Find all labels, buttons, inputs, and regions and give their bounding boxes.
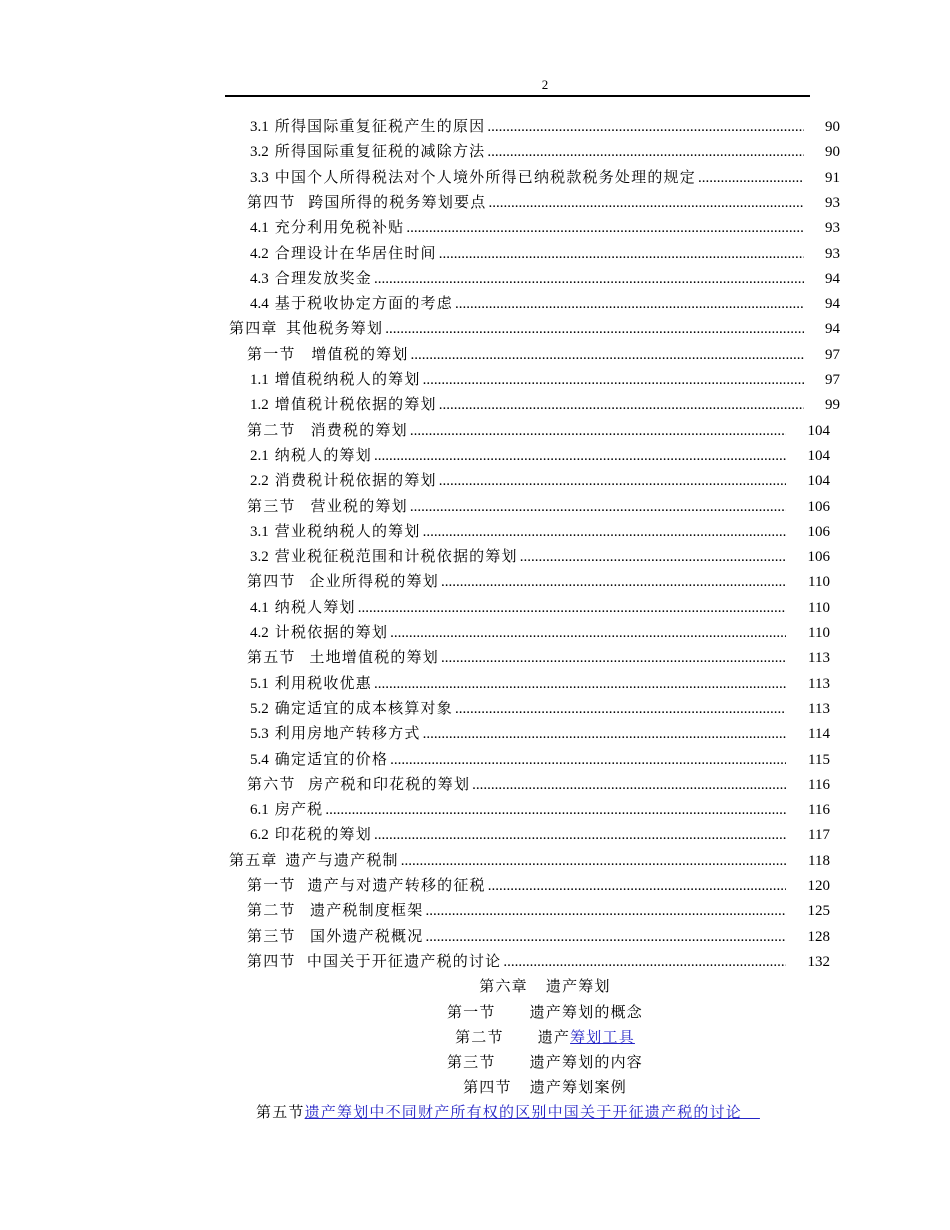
toc-entry[interactable] xyxy=(250,799,830,819)
toc-leader xyxy=(374,271,804,288)
toc-prefix: 第三节 xyxy=(247,927,296,945)
toc-prefix: 第五节 xyxy=(256,1103,305,1121)
toc-number: 5.3 xyxy=(250,726,269,742)
toc-number: 6.2 xyxy=(250,827,269,843)
toc-link[interactable]: 遗产筹划中不同财产所有权的区别中国关于开征遗产税的讨论 xyxy=(304,1103,743,1121)
toc-page-number: 115 xyxy=(808,752,830,768)
toc-title: 遗产筹划 xyxy=(545,977,611,995)
toc-leader xyxy=(358,600,786,617)
toc-page-number: 116 xyxy=(808,802,830,818)
toc-page-number: 104 xyxy=(807,448,830,464)
toc-page-number: 94 xyxy=(825,296,840,312)
toc-title: 跨国所得的税务筹划要点 xyxy=(308,193,487,211)
toc-prefix: 第六章 xyxy=(479,977,528,995)
toc-title: 营业税的筹划 xyxy=(310,497,408,515)
toc-leader xyxy=(374,827,786,844)
toc-number: 1.1 xyxy=(250,372,269,388)
toc-leader xyxy=(385,321,804,338)
toc-leader xyxy=(423,524,786,541)
toc-title: 遗产与遗产税制 xyxy=(285,851,399,869)
toc-title: 房产税和印花税的筹划 xyxy=(308,775,471,793)
toc-page-number: 116 xyxy=(808,777,830,793)
toc-leader xyxy=(425,929,786,946)
toc-chapter6[interactable] xyxy=(0,975,950,996)
toc-number: 4.1 xyxy=(250,220,269,236)
toc-page-number: 120 xyxy=(807,878,830,894)
toc-entry[interactable] xyxy=(250,445,830,465)
toc-number: 6.1 xyxy=(250,802,269,818)
toc-number: 3.1 xyxy=(250,524,269,540)
toc-page-number: 106 xyxy=(807,524,830,540)
toc-page-number: 118 xyxy=(808,853,830,869)
toc-title: 合理设计在华居住时间 xyxy=(274,244,437,262)
toc-number: 5.4 xyxy=(250,752,269,768)
page-number: 2 xyxy=(541,77,549,92)
toc-leader xyxy=(406,220,804,237)
toc-entry[interactable] xyxy=(247,647,830,667)
toc-entry[interactable] xyxy=(247,900,830,920)
toc-title: 计税依据的筹划 xyxy=(274,623,389,641)
toc-leader xyxy=(520,549,786,566)
toc-prefix: 第四节 xyxy=(247,952,296,970)
toc-title: 中国个人所得税法对个人境外所得已纳税款税务处理的规定 xyxy=(274,168,696,186)
toc-page-number: 93 xyxy=(825,195,840,211)
toc-number: 3.2 xyxy=(250,144,269,160)
toc-entry[interactable] xyxy=(247,496,830,516)
toc-page-number: 113 xyxy=(808,650,830,666)
toc-entry[interactable] xyxy=(250,749,830,769)
toc-page-number: 125 xyxy=(807,903,830,919)
toc-title: 土地增值税的筹划 xyxy=(309,648,440,666)
toc-leader xyxy=(488,878,786,895)
toc-leader xyxy=(441,574,786,591)
toc-ch6-sec1[interactable] xyxy=(0,1001,950,1022)
toc-entry[interactable] xyxy=(250,167,840,187)
toc-number: 3.3 xyxy=(250,170,269,186)
toc-title: 消费税计税依据的筹划 xyxy=(274,471,437,489)
toc-leader xyxy=(441,650,786,667)
toc-page-number: 90 xyxy=(825,144,840,160)
toc-prefix: 第四章 xyxy=(229,319,278,337)
toc-leader xyxy=(374,676,786,693)
toc-number: 4.4 xyxy=(250,296,269,312)
toc-title: 合理发放奖金 xyxy=(274,269,372,287)
toc-number: 4.2 xyxy=(250,246,269,262)
toc-title: 确定适宜的价格 xyxy=(274,750,389,768)
toc-leader xyxy=(439,246,804,263)
toc-leader xyxy=(439,397,804,414)
toc-ch6-sec5[interactable] xyxy=(256,1101,760,1122)
toc-leader xyxy=(439,473,786,490)
toc-title: 遗产税制度框架 xyxy=(310,901,424,919)
toc-number: 4.1 xyxy=(250,600,269,616)
header-rule xyxy=(225,95,810,97)
toc-entry[interactable] xyxy=(250,470,830,490)
toc-title: 国外遗产税概况 xyxy=(310,927,424,945)
toc-entry[interactable] xyxy=(247,951,830,971)
toc-prefix: 第六节 xyxy=(247,775,296,793)
toc-prefix: 第四节 xyxy=(463,1078,512,1096)
toc-title: 所得国际重复征税产生的原因 xyxy=(274,117,486,135)
toc-page-number: 93 xyxy=(825,246,840,262)
toc-page-number: 106 xyxy=(807,499,830,515)
toc-leader xyxy=(423,372,804,389)
toc-title: 营业税征税范围和计税依据的筹划 xyxy=(274,547,518,565)
toc-title: 中国关于开征遗产税的讨论 xyxy=(306,952,502,970)
toc-page-number: 110 xyxy=(808,625,830,641)
toc-entry[interactable] xyxy=(250,243,840,263)
toc-page-number: 94 xyxy=(825,271,840,287)
toc-entry[interactable] xyxy=(229,850,830,870)
toc-entry[interactable] xyxy=(250,268,840,288)
toc-leader xyxy=(698,170,804,187)
toc-prefix: 第二节 xyxy=(455,1028,504,1046)
toc-leader xyxy=(455,296,804,313)
toc-entry[interactable] xyxy=(250,116,840,136)
toc-entry[interactable] xyxy=(250,723,830,743)
toc-page-number: 117 xyxy=(808,827,830,843)
toc-leader xyxy=(487,144,804,161)
toc-title: 利用税收优惠 xyxy=(274,674,372,692)
toc-entry[interactable] xyxy=(247,774,830,794)
toc-page-number: 113 xyxy=(808,701,830,717)
toc-page-number: 113 xyxy=(808,676,830,692)
toc-number: 5.1 xyxy=(250,676,269,692)
toc-page-number: 94 xyxy=(825,321,840,337)
toc-ch6-sec2[interactable] xyxy=(0,1026,950,1047)
toc-prefix: 第四节 xyxy=(247,572,296,590)
toc-page-number: 97 xyxy=(825,347,840,363)
toc-title: 充分利用免税补贴 xyxy=(274,218,405,236)
toc-title: 基于税收协定方面的考虑 xyxy=(274,294,453,312)
toc-entry[interactable] xyxy=(250,824,830,844)
toc-prefix: 第三节 xyxy=(446,1053,496,1071)
toc-entry[interactable] xyxy=(247,344,840,364)
toc-link-trail xyxy=(742,1103,760,1121)
toc-leader xyxy=(411,347,804,364)
toc-number: 2.1 xyxy=(250,448,269,464)
toc-entry[interactable] xyxy=(250,698,830,718)
toc-number: 3.1 xyxy=(250,119,269,135)
toc-ch6-sec3[interactable] xyxy=(0,1051,950,1072)
toc-title: 利用房地产转移方式 xyxy=(274,724,421,742)
toc-number: 3.2 xyxy=(250,549,269,565)
toc-title: 消费税的筹划 xyxy=(310,421,408,439)
toc-leader xyxy=(401,853,786,870)
toc-leader xyxy=(503,954,786,971)
toc-title: 增值税的筹划 xyxy=(311,345,409,363)
toc-prefix: 第四节 xyxy=(247,193,296,211)
toc-leader xyxy=(390,625,786,642)
toc-page-number: 104 xyxy=(807,423,830,439)
toc-number: 1.2 xyxy=(250,397,269,413)
toc-entry[interactable] xyxy=(250,217,840,237)
toc-page-number: 110 xyxy=(808,600,830,616)
toc-title: 纳税人的筹划 xyxy=(274,446,372,464)
toc-entry[interactable] xyxy=(229,318,840,338)
toc-entry[interactable] xyxy=(250,293,840,313)
toc-number: 5.2 xyxy=(250,701,269,717)
toc-page-number: 110 xyxy=(808,574,830,590)
toc-leader xyxy=(325,802,786,819)
toc-leader xyxy=(423,726,786,743)
toc-title: 纳税人筹划 xyxy=(274,598,356,616)
toc-page-number: 99 xyxy=(825,397,840,413)
toc-entry[interactable] xyxy=(247,875,830,895)
toc-title: 遗产筹划的概念 xyxy=(529,1003,643,1021)
toc-page-number: 91 xyxy=(825,170,840,186)
toc-page-number: 128 xyxy=(807,929,830,945)
toc-entry[interactable] xyxy=(250,369,840,389)
toc-entry[interactable] xyxy=(247,571,830,591)
toc-title: 遗产与对遗产转移的征税 xyxy=(307,876,486,894)
toc-title: 遗产筹划的内容 xyxy=(529,1053,643,1071)
toc-title: 营业税纳税人的筹划 xyxy=(274,522,421,540)
toc-prefix: 第二节 xyxy=(247,901,296,919)
toc-page-number: 104 xyxy=(807,473,830,489)
toc-page-number: 93 xyxy=(825,220,840,236)
toc-page-number: 114 xyxy=(808,726,830,742)
toc-entry[interactable] xyxy=(250,394,840,414)
toc-entry[interactable] xyxy=(250,521,830,541)
toc-number: 4.2 xyxy=(250,625,269,641)
toc-title: 增值税计税依据的筹划 xyxy=(274,395,437,413)
toc-prefix: 第一节 xyxy=(247,345,296,363)
toc-prefix: 第二节 xyxy=(247,421,296,439)
toc-number: 4.3 xyxy=(250,271,269,287)
toc-leader xyxy=(472,777,786,794)
toc-entry[interactable] xyxy=(250,546,830,566)
toc-leader xyxy=(487,119,804,136)
toc-leader xyxy=(455,701,786,718)
toc-link[interactable]: 筹划工具 xyxy=(570,1028,635,1046)
toc-title: 增值税纳税人的筹划 xyxy=(274,370,421,388)
toc-prefix: 第一节 xyxy=(247,876,296,894)
toc-entry[interactable] xyxy=(250,141,840,161)
toc-entry[interactable] xyxy=(247,420,830,440)
toc-title: 印花税的筹划 xyxy=(274,825,372,843)
toc-title: 企业所得税的筹划 xyxy=(309,572,440,590)
toc-prefix: 第五节 xyxy=(247,648,296,666)
toc-page-number: 106 xyxy=(807,549,830,565)
toc-leader xyxy=(425,903,786,920)
toc-title: 遗产 xyxy=(537,1028,571,1046)
toc-ch6-sec4[interactable] xyxy=(0,1076,950,1097)
toc-entry[interactable] xyxy=(247,926,830,946)
toc-leader xyxy=(488,195,804,212)
toc-entry[interactable] xyxy=(250,673,830,693)
toc-number: 2.2 xyxy=(250,473,269,489)
toc-prefix: 第三节 xyxy=(247,497,296,515)
toc-leader xyxy=(410,423,786,440)
toc-entry[interactable] xyxy=(250,597,830,617)
toc-leader xyxy=(390,752,786,769)
toc-entry[interactable] xyxy=(250,622,830,642)
toc-title: 所得国际重复征税的减除方法 xyxy=(274,142,486,160)
toc-leader xyxy=(374,448,786,465)
toc-title: 房产税 xyxy=(274,800,324,818)
toc-title: 确定适宜的成本核算对象 xyxy=(274,699,453,717)
toc-page-number: 90 xyxy=(825,119,840,135)
toc-page-number: 132 xyxy=(807,954,830,970)
toc-leader xyxy=(410,499,786,516)
toc-page-number: 97 xyxy=(825,372,840,388)
toc-title: 其他税务筹划 xyxy=(285,319,384,337)
toc-title: 遗产筹划案例 xyxy=(529,1078,627,1096)
toc-prefix: 第五章 xyxy=(229,851,278,869)
toc-prefix: 第一节 xyxy=(446,1003,496,1021)
toc-entry[interactable] xyxy=(247,192,840,212)
